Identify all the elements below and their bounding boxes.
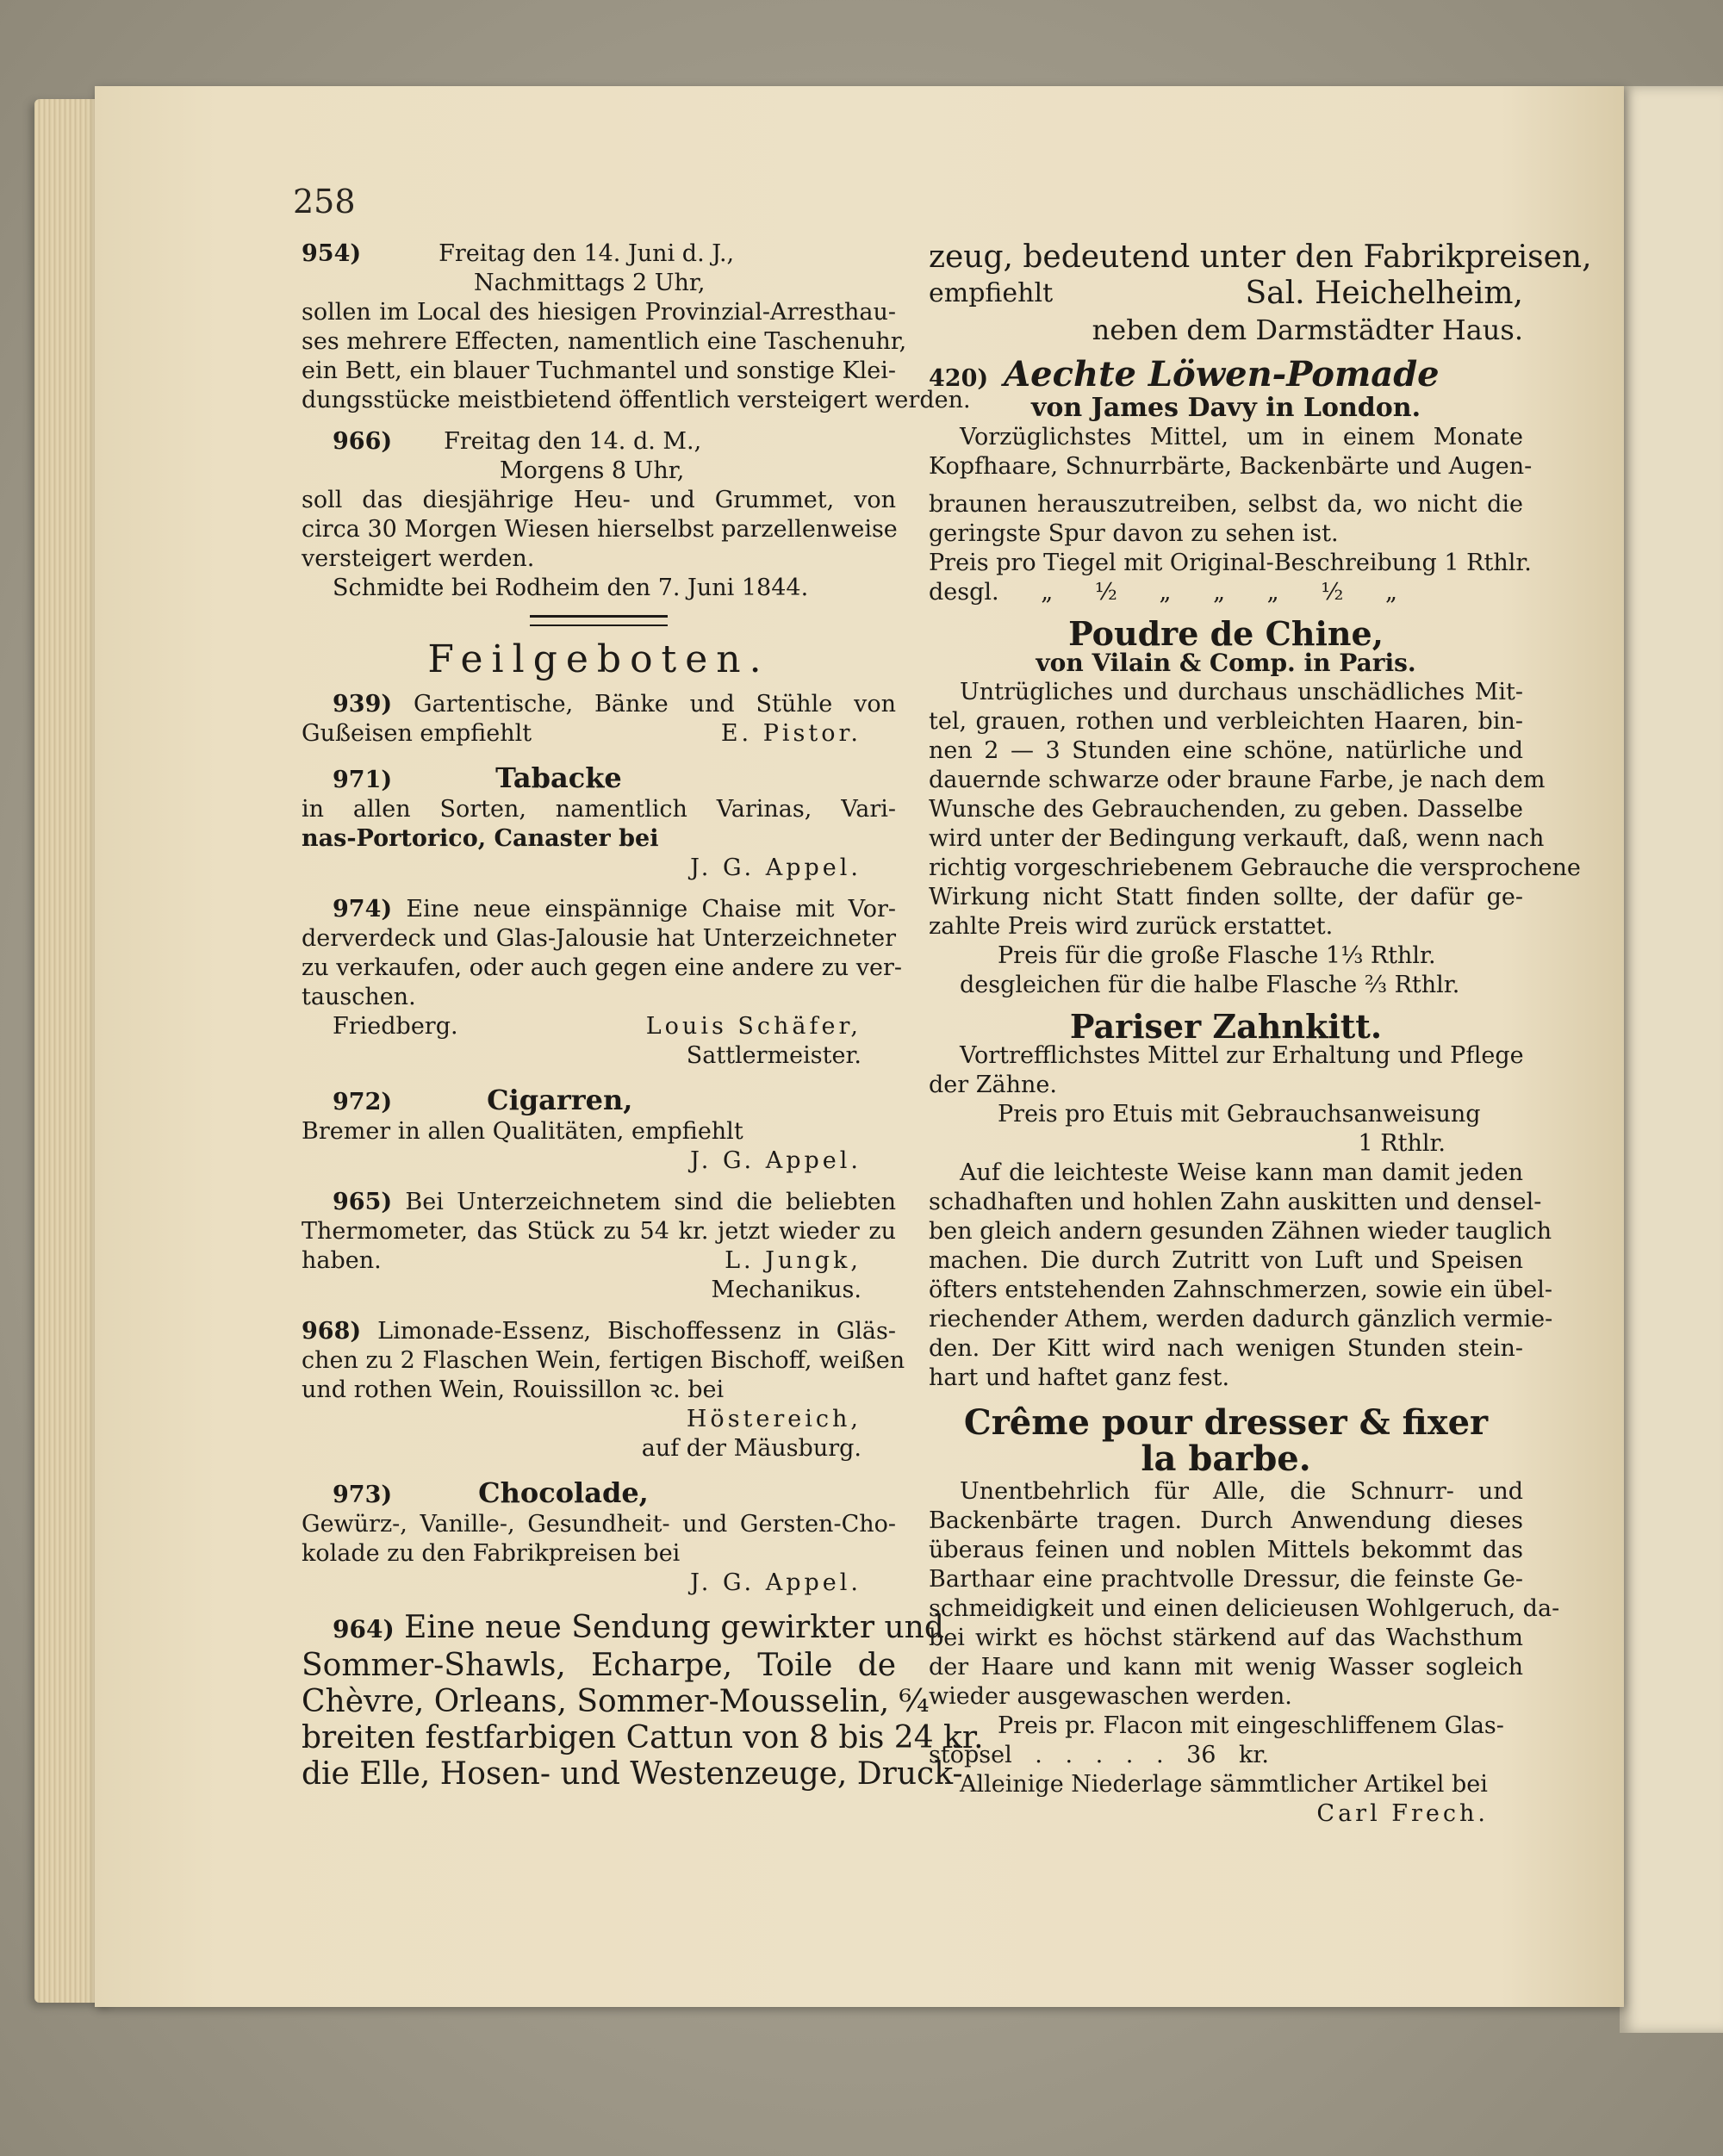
section-divider — [530, 615, 668, 626]
advertiser-signature: Sal. Heichelheim, — [1245, 276, 1523, 311]
ad-line: Freitag den 14. Juni d. J., — [439, 240, 735, 267]
ad-line: Morgens 8 Uhr, — [500, 457, 685, 484]
ad-line: ses mehrere Effecten, namentlich eine Taschenuhr, — [302, 328, 907, 355]
ad-line: Gußeisen empfiehlt — [302, 720, 532, 747]
ad-line: den. Der Kitt wird nach wenigen Stunden stein- — [929, 1335, 1523, 1362]
facing-page-edge — [1620, 86, 1723, 2033]
ad-line: Nachmittags 2 Uhr, — [474, 270, 706, 296]
ad-line: in allen Sorten, namentlich Varinas, Vari- — [302, 796, 896, 823]
ad-line: der Zähne. — [929, 1072, 1057, 1098]
ad-line: dauernde schwarze oder braune Farbe, je nach dem — [929, 767, 1546, 793]
ad-number: 954) — [302, 240, 362, 267]
ad-line: nas-Portorico, Canaster bei — [302, 825, 659, 852]
ad-line: circa 30 Morgen Wiesen hierselbst parzellenweise — [302, 516, 898, 543]
ad-line: breiten festfarbigen Cattun von 8 bis 24 kr. — [302, 1720, 984, 1755]
ad-title: Aechte Löwen-Pomade — [1004, 354, 1440, 395]
advertiser-signature: Höstereich, — [686, 1406, 862, 1432]
ad-title: Cigarren, — [487, 1084, 633, 1116]
ad-line: Wunsche des Gebrauchenden, zu geben. Dasselbe — [929, 796, 1523, 823]
ad-line: Untrügliches und durchaus unschädliches Mit- — [960, 679, 1523, 705]
ad-line: riechender Athem, werden dadurch gänzlich vermie- — [929, 1306, 1553, 1333]
ad-place: Friedberg. — [333, 1013, 458, 1040]
ad-line: machen. Die durch Zutritt von Luft und Speisen — [929, 1247, 1523, 1274]
ad-line: Backenbärte tragen. Durch Anwendung dieses — [929, 1507, 1523, 1534]
advertiser-signature: Louis Schäfer, — [645, 1013, 862, 1040]
page-number: 258 — [293, 183, 356, 221]
ad-price: desgl. „ ½ „ „ „ ½ „ — [929, 579, 1397, 606]
ad-line: ein Bett, ein blauer Tuchmantel und sonstige Klei- — [302, 357, 896, 384]
ad-line: Schmidte bei Rodheim den 7. Juni 1844. — [333, 575, 809, 601]
advertiser-profession: Sattlermeister. — [686, 1042, 862, 1069]
ad-title: Poudre de Chine, — [1068, 614, 1384, 653]
ad-line: geringste Spur davon zu sehen ist. — [929, 520, 1339, 547]
ad-line: der Haare und kann mit wenig Wasser sogleich — [929, 1654, 1523, 1681]
ad-972 — [302, 1083, 896, 1176]
ad-939 — [302, 690, 896, 749]
ad-line: chen zu 2 Flaschen Wein, fertigen Bischoff, weißen — [302, 1347, 905, 1374]
ad-line: Bremer in allen Qualitäten, empfiehlt — [302, 1118, 743, 1145]
ad-line: ben gleich andern gesunden Zähnen wieder tauglich — [929, 1218, 1552, 1245]
ad-line: Gewürz-, Vanille-, Gesundheit- und Gersten-Cho- — [302, 1511, 896, 1538]
ad-title: Chocolade, — [478, 1476, 649, 1509]
ad-number: 973) — [333, 1482, 393, 1508]
ad-line: zahlte Preis wird zurück erstattet. — [929, 913, 1334, 940]
ad-price: Preis pro Tiegel mit Original-Beschreibung 1 Rthlr. — [929, 550, 1532, 576]
ad-line: derverdeck und Glas-Jalousie hat Unterzeichneter — [302, 925, 896, 952]
ad-number: 972) — [333, 1089, 393, 1115]
ad-line: Unentbehrlich für Alle, die Schnurr- und — [960, 1478, 1523, 1505]
ad-line: Vorzüglichstes Mittel, um in einem Monate — [960, 424, 1523, 450]
ad-line: wird unter der Bedingung verkauft, daß, wenn nach — [929, 825, 1545, 852]
ad-line: Vortrefflichstes Mittel zur Erhaltung und Pflege — [960, 1042, 1524, 1069]
ad-number: 939) — [333, 691, 393, 718]
ad-line: Auf die leichteste Weise kann man damit jeden — [960, 1159, 1523, 1186]
ad-title: Crême pour dresser & fixer — [963, 1402, 1489, 1443]
advertiser-signature: E. Pistor. — [720, 720, 862, 747]
advertiser-profession: Mechanikus. — [711, 1277, 862, 1303]
ad-line: Eine neue Sendung gewirkter und — [404, 1610, 944, 1645]
ad-965 — [302, 1188, 896, 1305]
ad-line: Bei Unterzeichnetem sind die beliebten — [405, 1189, 896, 1215]
right-column — [929, 239, 1592, 1841]
ad-number: 420) — [929, 365, 989, 392]
advertiser-signature: J. G. Appel. — [690, 1147, 862, 1174]
ad-964-continued — [929, 239, 1592, 348]
ad-line: Limonade-Essenz, Bischoffessenz in Gläs- — [377, 1318, 896, 1345]
advertiser-location: auf der Mäusburg. — [641, 1435, 862, 1462]
ad-line: Freitag den 14. d. M., — [444, 428, 702, 455]
ad-line: hart und haftet ganz fest. — [929, 1364, 1230, 1391]
ad-line: Eine neue einspännige Chaise mit Vor- — [406, 896, 896, 923]
ad-973 — [302, 1476, 896, 1598]
advertiser-signature: L. Jungk, — [725, 1247, 862, 1274]
ad-line: tauschen. — [302, 984, 416, 1010]
ad-line: dungsstücke meistbietend öffentlich versteigert werden. — [302, 387, 971, 413]
ad-line: wieder ausgewaschen werden. — [929, 1683, 1292, 1710]
ad-number: 965) — [333, 1189, 393, 1215]
ad-creme-pour-la-barbe — [929, 1402, 1560, 1829]
ad-line: Alleinige Niederlage sämmtlicher Artikel bei — [960, 1771, 1488, 1798]
ad-subtitle: von James Davy in London. — [1030, 393, 1421, 423]
ad-line: zu verkaufen, oder auch gegen eine andere zu ver- — [302, 954, 903, 981]
ad-line: richtig vorgeschriebenem Gebrauche die versprochene — [929, 854, 1581, 881]
ad-price: 1 Rthlr. — [1358, 1130, 1446, 1157]
advertiser-signature: J. G. Appel. — [690, 1569, 862, 1596]
ad-title: Pariser Zahnkitt. — [1069, 1007, 1383, 1046]
advertiser-signature: J. G. Appel. — [690, 854, 862, 881]
advertiser-location: neben dem Darmstädter Haus. — [1092, 314, 1523, 346]
ad-line: Kopfhaare, Schnurrbärte, Backenbärte und Augen- — [929, 453, 1533, 480]
ad-966 — [302, 427, 896, 603]
ad-line: haben. — [302, 1247, 382, 1274]
ad-line: kolade zu den Fabrikpreisen bei — [302, 1540, 681, 1567]
ad-line: nen 2 — 3 Stunden eine schöne, natürliche und — [929, 737, 1523, 764]
ad-line: Barthaar eine prachtvolle Dressur, die feinste Ge- — [929, 1566, 1523, 1593]
ad-974 — [302, 895, 903, 1071]
ad-line: empfiehlt — [929, 278, 1054, 308]
ad-price: Preis pr. Flacon mit eingeschliffenem Glas- — [998, 1712, 1504, 1739]
ad-number: 974) — [333, 896, 393, 923]
ad-line: Chèvre, Orleans, Sommer-Mousselin, ⁶⁄₄ — [302, 1684, 930, 1719]
section-heading: Feilgeboten. — [427, 637, 770, 681]
ad-line: Wirkung nicht Statt finden sollte, der dafür ge- — [929, 884, 1523, 910]
ad-line: sollen im Local des hiesigen Provinzial-Arresthau- — [302, 299, 896, 326]
ad-971 — [302, 761, 896, 883]
ad-price: desgleichen für die halbe Flasche ⅔ Rthlr. — [960, 972, 1460, 998]
ad-line: soll das diesjährige Heu- und Grummet, von — [302, 487, 896, 513]
ad-poudre-de-chine — [929, 614, 1581, 1000]
ad-pariser-zahnkitt — [929, 1007, 1553, 1393]
ad-line: schadhaften und hohlen Zahn auskitten und densel- — [929, 1189, 1542, 1215]
ad-price: Preis pro Etuis mit Gebrauchsanweisung — [998, 1101, 1481, 1128]
ad-subtitle: von Vilain & Comp. in Paris. — [1036, 649, 1416, 677]
ad-price: stöpsel . . . . . 36 kr. — [929, 1742, 1269, 1768]
ad-line: schmeidigkeit und einen delicieusen Wohlgeruch, da- — [929, 1595, 1560, 1622]
ad-line: versteigert werden. — [302, 545, 535, 572]
ad-line: und rothen Wein, Rouissillon ꝛc. bei — [302, 1376, 725, 1403]
ad-title: Tabacke — [495, 761, 622, 794]
ad-price: Preis für die große Flasche 1⅓ Rthlr. — [998, 942, 1436, 969]
ad-line: Thermometer, das Stück zu 54 kr. jetzt wieder zu — [302, 1218, 896, 1245]
ad-line: überaus feinen und noblen Mittels bekommt das — [929, 1537, 1523, 1563]
ad-line: Sommer-Shawls, Echarpe, Toile de — [302, 1648, 896, 1683]
ad-964 — [302, 1610, 984, 1793]
ad-number: 964) — [333, 1615, 395, 1643]
ad-number: 966) — [333, 428, 393, 455]
ad-line: zeug, bedeutend unter den Fabrikpreisen, — [929, 239, 1592, 275]
ad-line: braunen herauszutreiben, selbst da, wo nicht die — [929, 491, 1523, 518]
ad-420 — [929, 354, 1533, 607]
ad-number: 971) — [333, 767, 393, 793]
ad-line: die Elle, Hosen- und Westenzeuge, Druck- — [302, 1756, 963, 1792]
ad-line: tel, grauen, rothen und verbleichten Haaren, bin- — [929, 708, 1523, 735]
ad-number: 968) — [302, 1318, 362, 1345]
ad-line: Gartentische, Bänke und Stühle von — [414, 691, 896, 718]
ad-line: öfters entstehenden Zahnschmerzen, sowie ein übel- — [929, 1277, 1552, 1303]
ad-line: bei wirkt es höchst stärkend auf das Wachsthum — [929, 1625, 1523, 1651]
advertiser-signature: Carl Frech. — [1316, 1800, 1489, 1827]
ad-968 — [302, 1317, 905, 1463]
ad-title: la barbe. — [1141, 1438, 1311, 1479]
